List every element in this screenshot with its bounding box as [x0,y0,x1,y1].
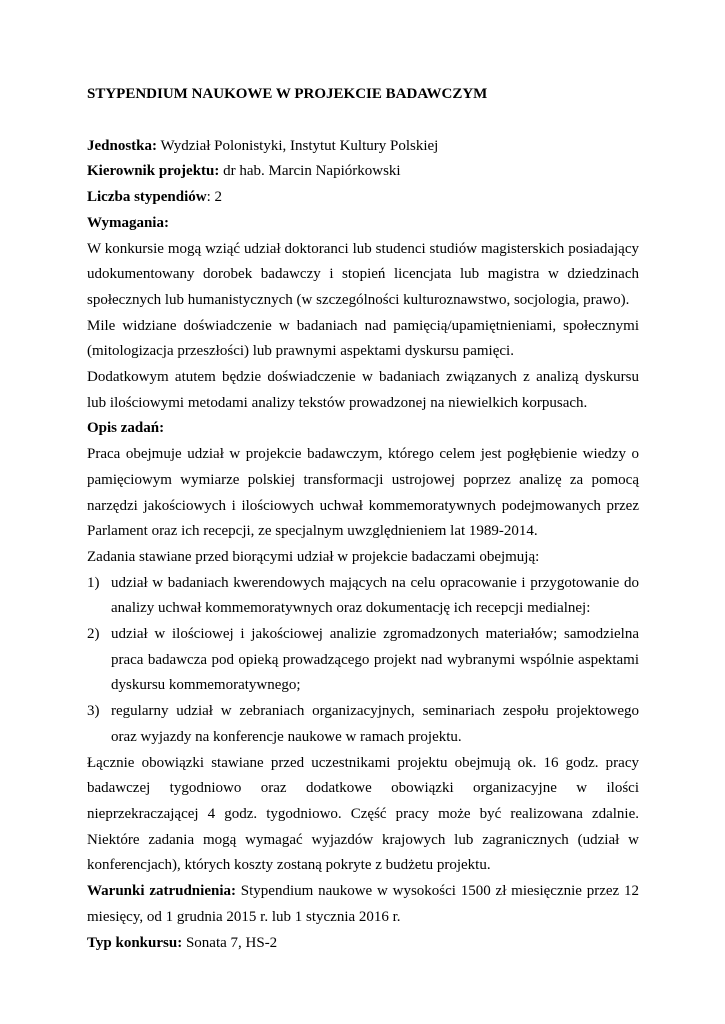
tasks-list [87,571,639,751]
tasks-intro: Praca obejmuje udział w projekcie badawczym, którego celem jest pogłębienie wiedzy o pamięciowym wymiarze polskiej transformacji ustrojowej poprzez analizę za pomocą narzędzi jakościowych i ilościowych uchwał kommemoratywnych podejmowanych przez Parlament oraz ich recepcji, ze specjalnym uwzględnieniem lat 1989-2014. [87,446,639,540]
competition-label: Typ konkursu: [87,934,183,951]
tasks-list-intro: Zadania stawiane przed biorącymi udział w projekcie badaczami obejmują: [87,548,540,565]
requirements-paragraph: Mile widziane doświadczenie w badaniach nad pamięcią/upamiętnieniami, społecznymi (mitologizacja przeszłości) lub prawnymi aspektami dyskursu pamięci. [87,317,639,360]
manager-value: dr hab. Marcin Napiórkowski [219,163,401,180]
manager-line [87,159,639,185]
list-item-number: 1) [87,574,100,591]
list-item-text: udział w ilościowej i jakościowej analizie zgromadzonych materiałów; samodzielna praca badawcza pod opieką prowadzącego projekt nad wybranymi wspólnie aspektami dyskursu kommemoratywnego; [111,626,639,694]
manager-label: Kierownik projektu: [87,163,220,180]
unit-value: Wydział Polonistyki, Instytut Kultury Polskiej [157,137,439,154]
list-item [87,699,639,750]
list-item-text: udział w badaniach kwerendowych mających na celu opracowanie i przygotowanie do analizy uchwał kommemoratywnych oraz dokumentację ich recepcji medialnej: [111,574,639,617]
competition-line [87,931,639,957]
unit-label: Jednostka: [87,137,158,154]
document-title: STYPENDIUM NAUKOWE W PROJEKCIE BADAWCZYM [87,86,488,102]
requirements-paragraph: Dodatkowym atutem będzie doświadczenie w badaniach związanych z analizą dyskursu lub ilościowymi metodami analizy tekstów prowadzonej na niewielkich korpusach. [87,369,639,411]
tasks-summary: Łącznie obowiązki stawiane przed uczestnikami projektu obejmują ok. 16 godz. pracy badawczej tygodniowo oraz dodatkowe obowiązki organizacyjne w ilości nieprzekraczającej 4 godz. tygodniowo. Część pracy może być realizowana zdalnie. Niektóre zadania mogą wymagać wyjazdów krajowych lub zagranicznych (udział w konferencjach), których koszty zostaną pokryte z budżetu projektu. [87,754,639,874]
employment-line [87,879,639,930]
employment-label: Warunki zatrudnienia: [87,883,236,900]
list-item-number: 2) [87,626,100,643]
competition-value: Sonata 7, HS-2 [182,934,278,951]
requirements-heading: Wymagania: [87,214,169,231]
document-body [87,82,639,956]
list-item-number: 3) [87,703,100,720]
unit-line [87,134,639,160]
list-item [87,622,639,699]
list-item [87,571,639,622]
list-item-text: regularny udział w zebraniach organizacyjnych, seminariach zespołu projektowego oraz wyjazdy na konferencje naukowe w ramach projektu. [111,703,639,745]
scholarship-count-line [87,185,639,211]
scholarship-count-label: Liczba stypendiów [87,189,207,206]
employment-value: Stypendium naukowe w wysokości 1500 zł miesięcznie przez 12 miesięcy, od 1 grudnia 2015 r. lub 1 stycznia 2016 r. [87,883,639,925]
requirements-paragraph: W konkursie mogą wziąć udział doktoranci lub studenci studiów magisterskich posiadający udokumentowany dorobek badawczy i stopień licencjata lub magistra w dziedzinach społecznych lub humanistycznych (w szczególności kulturoznawstwo, socjologia, prawo). [87,240,639,308]
scholarship-count-value: : 2 [206,189,223,206]
tasks-heading: Opis zadań: [87,420,165,437]
